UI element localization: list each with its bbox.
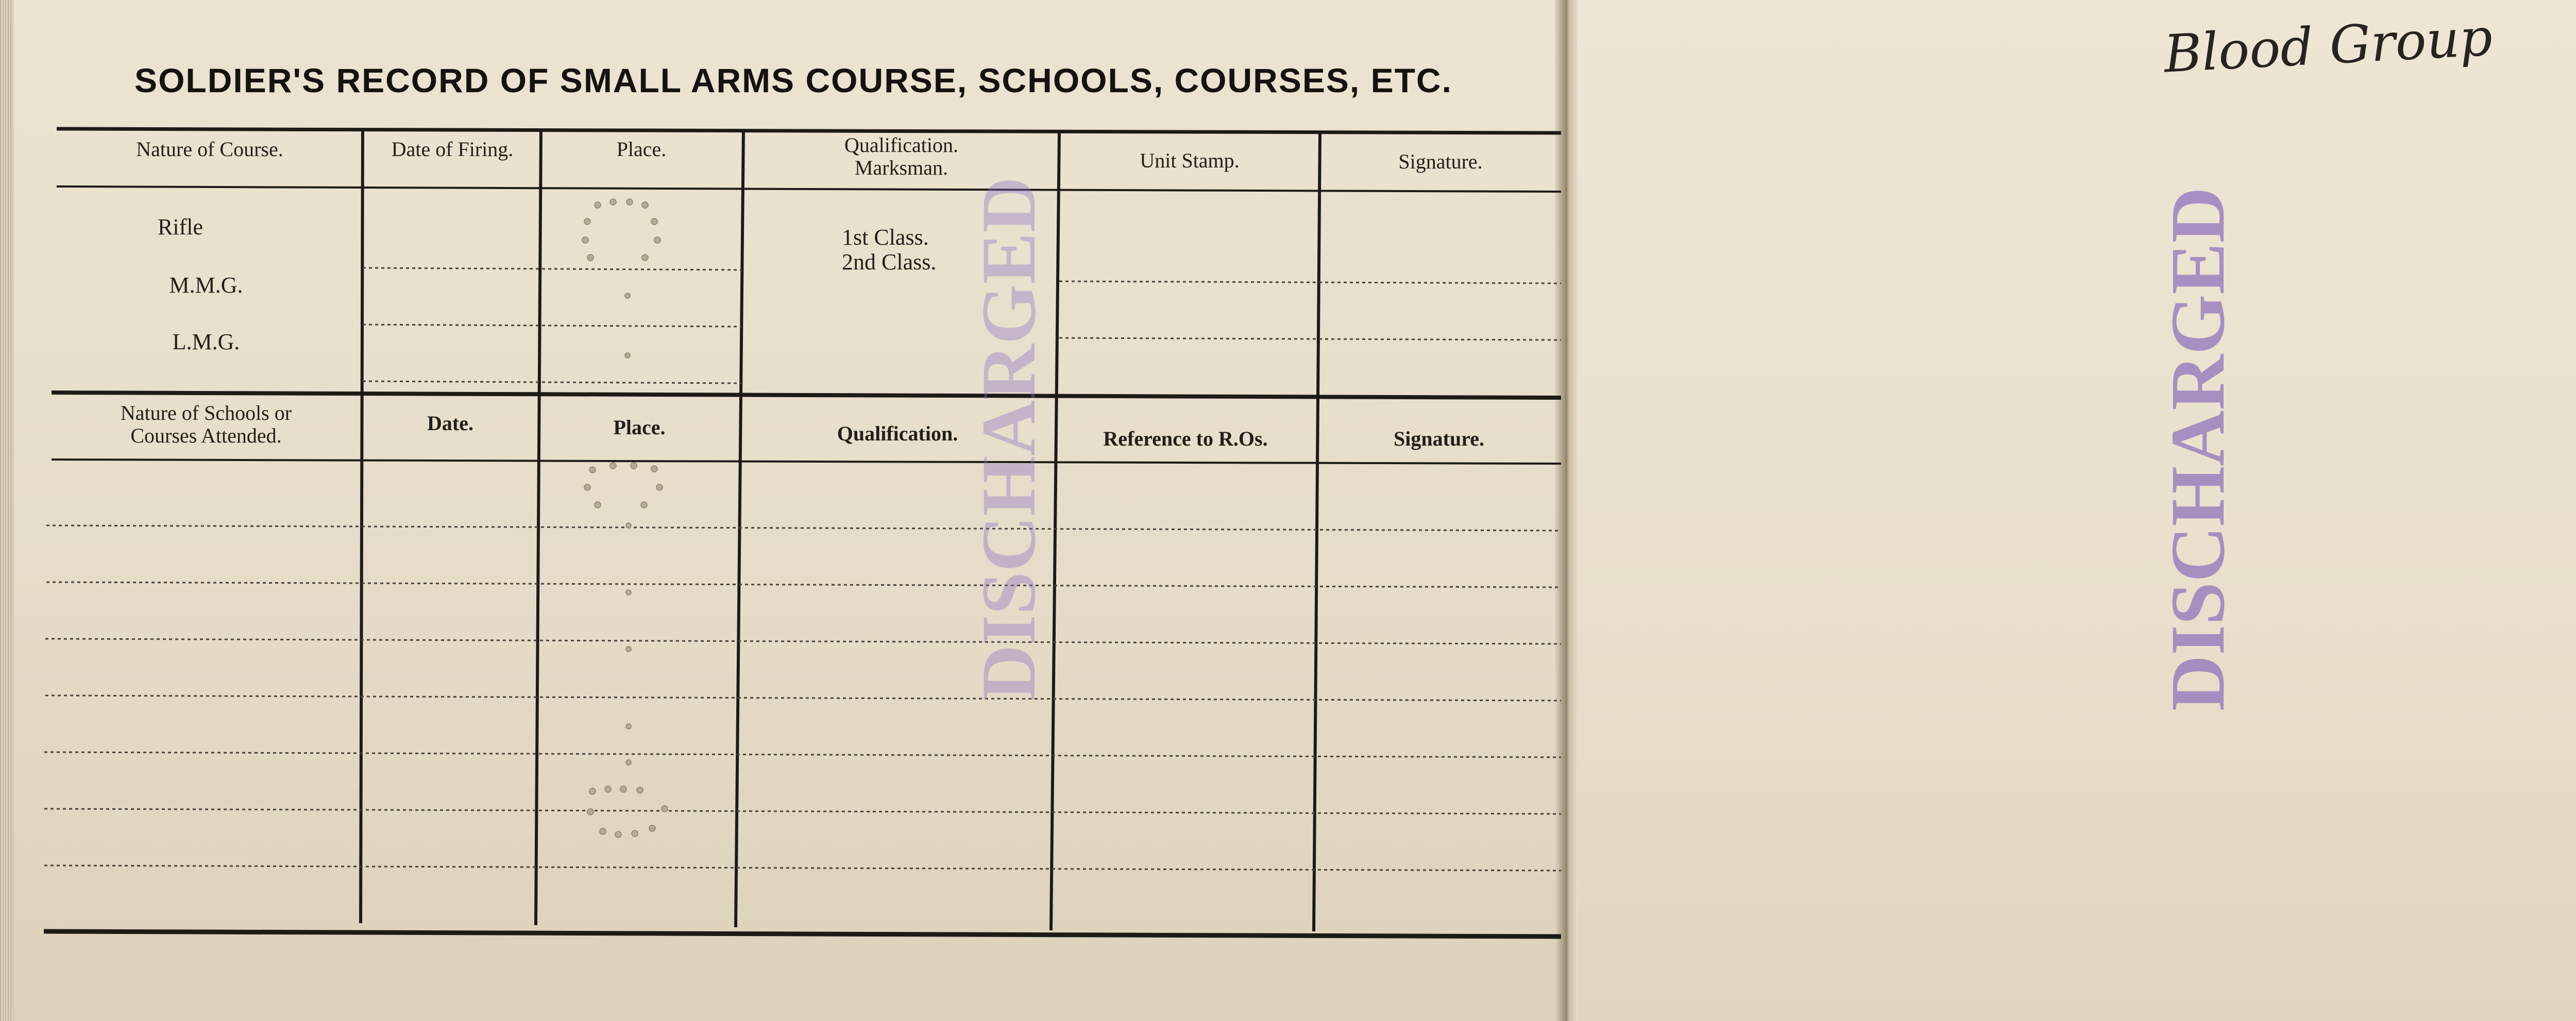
qualification-first-class: 1st Class.: [842, 225, 929, 250]
header-nature-of-schools-line1: Nature of Schools or: [120, 401, 292, 424]
header-qualification-2: Qualification.: [837, 422, 958, 445]
discharged-stamp-right: DISCHARGED: [2155, 187, 2241, 711]
header-signature: Signature.: [1398, 150, 1483, 173]
header-place-2: Place.: [613, 416, 666, 439]
header-place: Place.: [616, 138, 667, 161]
row-label-rifle: Rifle: [158, 214, 203, 240]
header-nature-of-schools: [52, 402, 361, 447]
header-qualification-line2: Marksman.: [854, 156, 948, 179]
header-nature-of-course: Nature of Course.: [136, 138, 283, 161]
header-nature-of-schools-line2: Courses Attended.: [130, 424, 282, 447]
header-qualification: [743, 134, 1059, 179]
row-label-lmg: L.M.G.: [172, 329, 240, 354]
blood-group-label: Blood Group: [2162, 7, 2494, 84]
header-reference-to-ros: Reference to R.Os.: [1103, 427, 1268, 450]
header-unit-stamp: Unit Stamp.: [1140, 149, 1240, 172]
header-date-of-firing: Date of Firing.: [391, 138, 514, 161]
discharged-stamp-left: DISCHARGED: [966, 177, 1052, 701]
form-title: SOLDIER'S RECORD OF SMALL ARMS COURSE, SCHOOLS, COURSES, ETC.: [134, 61, 1452, 99]
qualification-second-class: 2nd Class.: [842, 249, 937, 275]
header-signature-2: Signature.: [1394, 427, 1484, 450]
header-qualification-line1: Qualification.: [844, 133, 959, 157]
qualification-values: [842, 223, 936, 277]
row-label-mmg: M.M.G.: [169, 273, 243, 298]
right-page: [1566, 0, 2576, 1021]
header-date: Date.: [427, 412, 473, 435]
